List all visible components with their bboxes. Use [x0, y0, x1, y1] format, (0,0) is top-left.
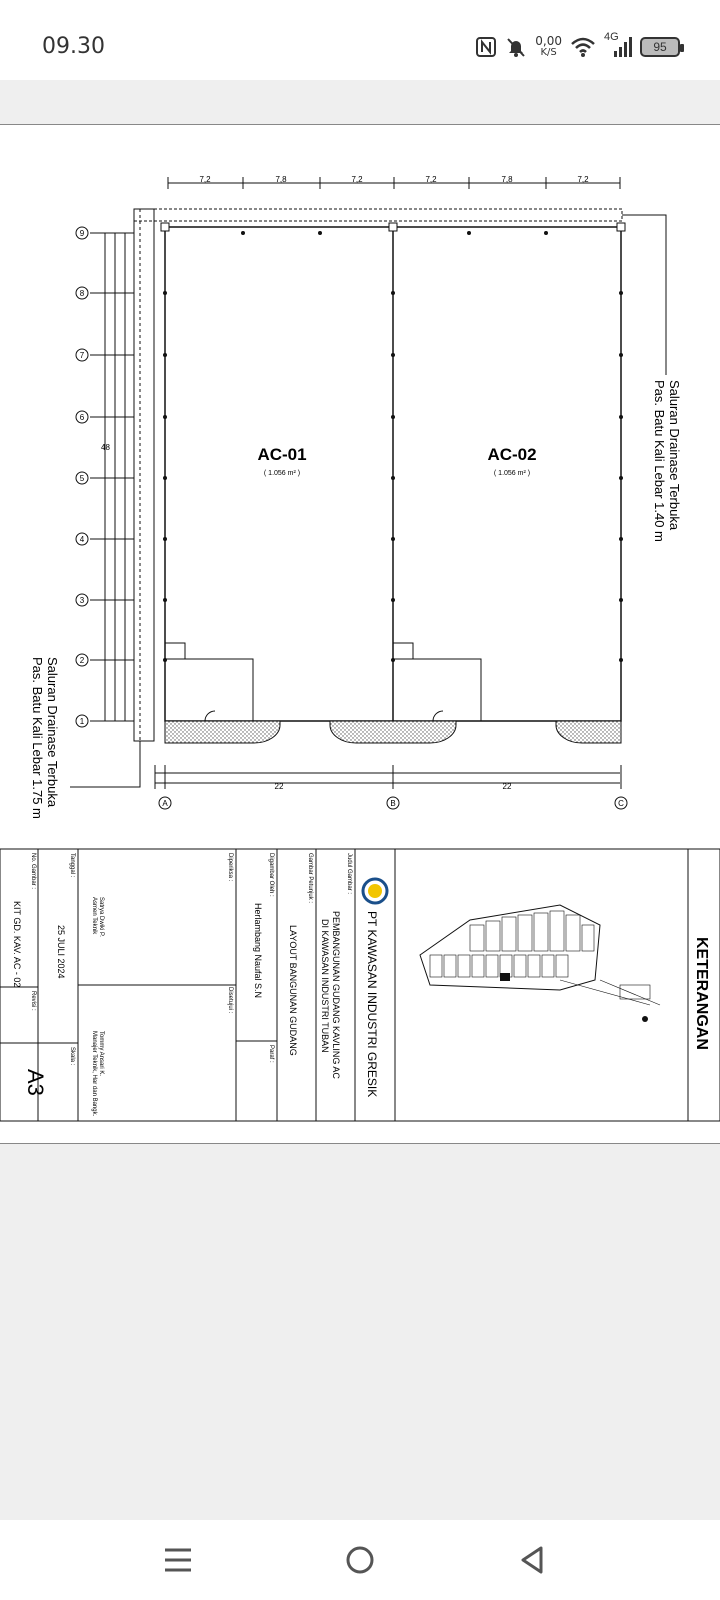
home-button[interactable] — [340, 1540, 380, 1580]
network-speed-value: 0,00 — [535, 34, 562, 48]
dim-label: 7,2 — [199, 175, 211, 184]
nfc-icon — [475, 36, 497, 58]
unit-area: ( 1.056 m² ) — [263, 470, 301, 477]
drawing-sheet[interactable] — [0, 124, 720, 1144]
unit-area: ( 1.056 m² ) — [493, 470, 531, 477]
disetujui-name: Tommy Ansari K. — [98, 1031, 104, 1077]
unit-name: AC-01 — [257, 445, 307, 464]
grid-number: 6 — [79, 413, 85, 422]
dim-label-vertical: 48 — [101, 443, 110, 452]
clock: 09.30 — [42, 34, 105, 59]
network-speed — [535, 35, 562, 59]
diperiksa-title: Asmen Teknik — [91, 897, 97, 935]
left-drain-channel — [134, 209, 622, 741]
mute-bell-icon — [505, 36, 527, 58]
grid-number: 9 — [79, 229, 85, 238]
drain-right-line2: Pas. Batu Kali Lebar 1.40 m — [652, 380, 667, 542]
grid-number: 3 — [79, 596, 85, 605]
menu-icon — [163, 1546, 193, 1574]
paraf-label: Paraf : — [268, 1045, 274, 1063]
unit-labels — [257, 445, 536, 477]
company-logo — [363, 879, 387, 903]
wifi-icon — [570, 36, 596, 58]
title-block — [0, 849, 720, 1121]
disetujui-label: Disetujui : — [227, 987, 233, 1014]
grid-number: 1 — [79, 717, 85, 726]
office-rooms — [165, 643, 481, 721]
grid-letter: C — [618, 799, 624, 808]
dim-label: 22 — [274, 782, 284, 791]
left-grid-axis — [90, 233, 134, 721]
battery-indicator — [640, 37, 680, 57]
back-button[interactable] — [512, 1540, 552, 1580]
disetujui-title: Manajer Teknik, Har dan Bangk. — [91, 1031, 97, 1117]
dim-label: 22 — [502, 782, 512, 791]
diperiksa-label: Diperiksa : — [227, 853, 233, 882]
dim-label: 7,2 — [351, 175, 363, 184]
grid-letter: B — [390, 799, 396, 808]
judul-line2: DI KAWASAN INDUSTRI TUBAN — [320, 919, 330, 1053]
bottom-dimension-chain — [155, 765, 627, 809]
navigation-bar — [0, 1520, 720, 1600]
diperiksa-name: Satrya Dwiki P. — [98, 897, 104, 937]
no-gambar-label: No. Gambar : — [30, 853, 36, 890]
battery-level: 95 — [653, 40, 667, 54]
digambar-label: Digambar Oleh : — [268, 853, 274, 897]
unit-name: AC-02 — [487, 445, 537, 464]
grid-number: 4 — [79, 535, 85, 544]
drain-label-left — [30, 657, 140, 819]
status-bar — [0, 0, 720, 80]
grid-number: 7 — [79, 351, 85, 360]
company-name: PT KAWASAN INDUSTRI GRESIK — [365, 911, 379, 1098]
dim-label: 7,2 — [577, 175, 589, 184]
petunjuk-label: Gambar Petunjuk : — [307, 853, 313, 904]
signal-bars-icon — [604, 35, 632, 59]
dim-label: 7,8 — [275, 175, 287, 184]
drain-left-line1: Saluran Drainase Terbuka — [45, 657, 60, 808]
dim-label: 7,8 — [501, 175, 513, 184]
skala-label: Skala : — [69, 1047, 75, 1066]
keterangan-heading: KETERANGAN — [693, 937, 710, 1050]
network-type: 4G — [604, 31, 619, 43]
judul-label: Judul Gambar : — [346, 853, 352, 895]
menu-button[interactable] — [158, 1540, 198, 1580]
floor-plan-drawing — [0, 125, 720, 1145]
cell-signal — [604, 31, 632, 59]
status-icons — [475, 32, 680, 62]
site-map-thumbnail — [420, 905, 660, 1022]
paper-size: A3 — [23, 1069, 48, 1096]
revisi-label: Revisi : — [30, 991, 36, 1011]
tanggal-label: Tanggal : — [69, 853, 75, 878]
grid-number: 8 — [79, 289, 85, 298]
front-apron — [165, 721, 621, 743]
top-dimension-chain — [168, 175, 620, 189]
back-triangle-icon — [519, 1545, 545, 1575]
petunjuk-value: LAYOUT BANGUNAN GUDANG — [288, 925, 298, 1056]
grid-number: 5 — [79, 474, 85, 483]
network-speed-unit: K/S — [540, 47, 557, 58]
dim-label: 7,2 — [425, 175, 437, 184]
judul-line1: PEMBANGUNAN GUDANG KAVLING AC — [331, 911, 341, 1079]
tanggal-value: 25 JULI 2024 — [56, 925, 66, 979]
drain-right-line1: Saluran Drainase Terbuka — [667, 380, 682, 531]
grid-number: 2 — [79, 656, 85, 665]
drain-left-line2: Pas. Batu Kali Lebar 1.75 m — [30, 657, 45, 819]
drain-label-right — [622, 215, 682, 542]
grid-letter: A — [162, 799, 168, 808]
digambar-value: Herlambang Naufal S.N — [253, 903, 263, 999]
no-gambar-value: KIT GD. KAV. AC - 02 — [12, 901, 22, 988]
home-circle-icon — [345, 1545, 375, 1575]
grid-number-markers — [76, 227, 88, 727]
